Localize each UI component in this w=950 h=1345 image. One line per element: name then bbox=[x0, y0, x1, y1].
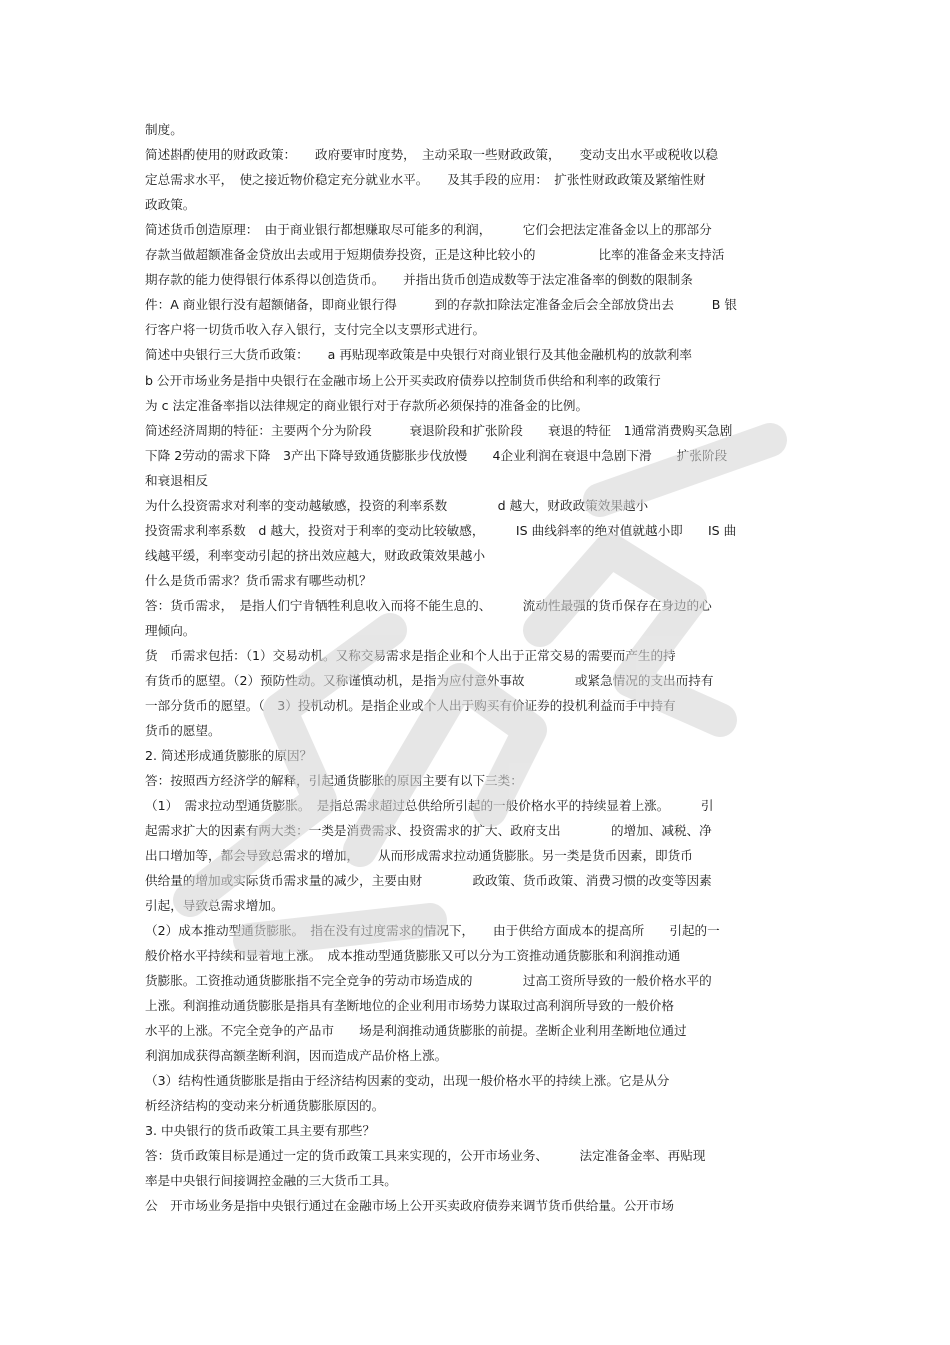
text-line: 定总需求水平， 使之接近物价稳定充分就业水平。 及其手段的应用： 扩张性财政政策及紧缩性财 bbox=[145, 172, 706, 187]
text-line: 为什么投资需求对利率的变动越敏感，投资的利率系数 d 越大，财政政策效果越小 bbox=[145, 498, 649, 513]
text-line: 简述中央银行三大货币政策： a 再贴现率政策是中央银行对商业银行及其他金融机构的放款利率 bbox=[145, 347, 692, 362]
text-line: （1） 需求拉动型通货膨胀。 是指总需求超过总供给所引起的一般价格水平的持续显着上涨。 引 bbox=[145, 798, 714, 813]
text-line: 率是中央银行间接调控金融的三大货币工具。 bbox=[145, 1173, 397, 1188]
text-line: 理倾向。 bbox=[145, 623, 196, 638]
text-line: 简述斟酌使用的财政政策： 政府要审时度势， 主动采取一些财政政策， 变动支出水平或税收以稳 bbox=[145, 147, 719, 162]
text-line: 答：货币政策目标是通过一定的货币政策工具来实现的，公开市场业务、 法定准备金率、再贴现 bbox=[145, 1148, 706, 1163]
text-line: 政政策。 bbox=[145, 197, 196, 212]
text-line: 水平的上涨。不完全竞争的产品市 场是利润推动通货膨胀的前提。垄断企业利用垄断地位通过 bbox=[145, 1023, 687, 1038]
text-line: 行客户将一切货币收入存入银行，支付完全以支票形式进行。 bbox=[145, 322, 486, 337]
text-line: 有货币的愿望。（2）预防性动。又称谨慎动机，是指为应付意外事故 或紧急情况的支出而持有 bbox=[145, 673, 714, 688]
text-line: 线越平缓，利率变动引起的挤出效应越大，财政政策效果越小 bbox=[145, 548, 486, 563]
text-line: 投资需求利率系数 d 越大，投资对于利率的变动比较敏感， IS 曲线斜率的绝对值就越小即 IS 曲 bbox=[145, 523, 737, 538]
text-line: 出口增加等，都会导致总需求的增加， 从而形成需求拉动通货膨胀。另一类是货币因素，即货币 bbox=[145, 848, 693, 863]
text-line: （3）结构性通货膨胀是指由于经济结构因素的变动，出现一般价格水平的持续上涨。它是从分 bbox=[145, 1073, 670, 1088]
text-line: 般价格水平持续和显着地上涨。 成本推动型通货膨胀又可以分为工资推动通货膨胀和利润推动通 bbox=[145, 948, 681, 963]
text-line: （2）成本推动型通货膨胀。 指在没有过度需求的情况下， 由于供给方面成本的提高所 引起的一 bbox=[145, 923, 720, 938]
text-line: 制度。 bbox=[145, 122, 183, 137]
text-line: 货 币需求包括：（1）交易动机。又称交易需求是指企业和个人出于正常交易的需要而产生的持 bbox=[145, 648, 676, 663]
text-line: 什么是货币需求？货币需求有哪些动机？ bbox=[145, 573, 372, 588]
text-line: b 公开市场业务是指中央银行在金融市场上公开买卖政府债券以控制货币供给和利率的政策行 bbox=[145, 373, 661, 388]
text-line: 公 开市场业务是指中央银行通过在金融市场上公开买卖政府债券来调节货币供给量。公开市场 bbox=[145, 1198, 674, 1213]
text-line: 和衰退相反 bbox=[145, 473, 208, 488]
text-line: 期存款的能力使得银行体系得以创造货币。 并指出货币创造成数等于法定准备率的倒数的限制条 bbox=[145, 272, 693, 287]
text-line: 下降 2劳动的需求下降 3产出下降导致通货膨胀步伐放慢 4企业利润在衰退中急剧下滑 扩张阶段 bbox=[145, 448, 728, 463]
text-line: 一部分货币的愿望。（ 3）投机动机。是指企业或个人出于购买有价证券的投机利益而手中持有 bbox=[145, 698, 676, 713]
text-line: 简述经济周期的特征：主要两个分为阶段 衰退阶段和扩张阶段 衰退的特征 1通常消费购买急剧 bbox=[145, 423, 733, 438]
text-line: 上涨。利润推动通货膨胀是指具有垄断地位的企业利用市场势力谋取过高利润所导致的一般价格 bbox=[145, 998, 674, 1013]
text-line: 引起，导致总需求增加。 bbox=[145, 898, 284, 913]
text-line: 析经济结构的变动来分析通货膨胀原因的。 bbox=[145, 1098, 385, 1113]
text-line: 货币的愿望。 bbox=[145, 723, 221, 738]
text-line: 利润加成获得高额垄断利润，因而造成产品价格上涨。 bbox=[145, 1048, 448, 1063]
text-line: 起需求扩大的因素有两大类：一类是消费需求、投资需求的扩大、政府支出 的增加、减税、净 bbox=[145, 823, 712, 838]
text-line: 答：按照西方经济学的解释，引起通货膨胀的原因主要有以下三类： bbox=[145, 773, 523, 788]
text-line: 为 c 法定准备率指以法律规定的商业银行对于存款所必须保持的准备金的比例。 bbox=[145, 398, 589, 413]
text-line: 供给量的增加或实际货币需求量的减少，主要由财 政政策、货币政策、消费习惯的改变等因素 bbox=[145, 873, 712, 888]
text-line: 件：A 商业银行没有超额储备，即商业银行得 到的存款扣除法定准备金后会全部放贷出去 B 银 bbox=[145, 297, 737, 312]
text-line: 存款当做超额准备金贷放出去或用于短期债券投资，正是这种比较小的 比率的准备金来支持活 bbox=[145, 247, 725, 262]
text-line: 3. 中央银行的货币政策工具主要有那些？ bbox=[145, 1123, 376, 1138]
text-line: 简述货币创造原理： 由于商业银行都想赚取尽可能多的利润， 它们会把法定准备金以上的那部分 bbox=[145, 222, 712, 237]
text-line: 答：货币需求， 是指人们宁肯牺牲利息收入而将不能生息的、 流动性最强的货币保存在身边的心 bbox=[145, 598, 712, 613]
text-line: 2. 简述形成通货膨胀的原因？ bbox=[145, 748, 313, 763]
text-line: 货膨胀。工资推动通货膨胀指不完全竞争的劳动市场造成的 过高工资所导致的一般价格水平的 bbox=[145, 973, 712, 988]
